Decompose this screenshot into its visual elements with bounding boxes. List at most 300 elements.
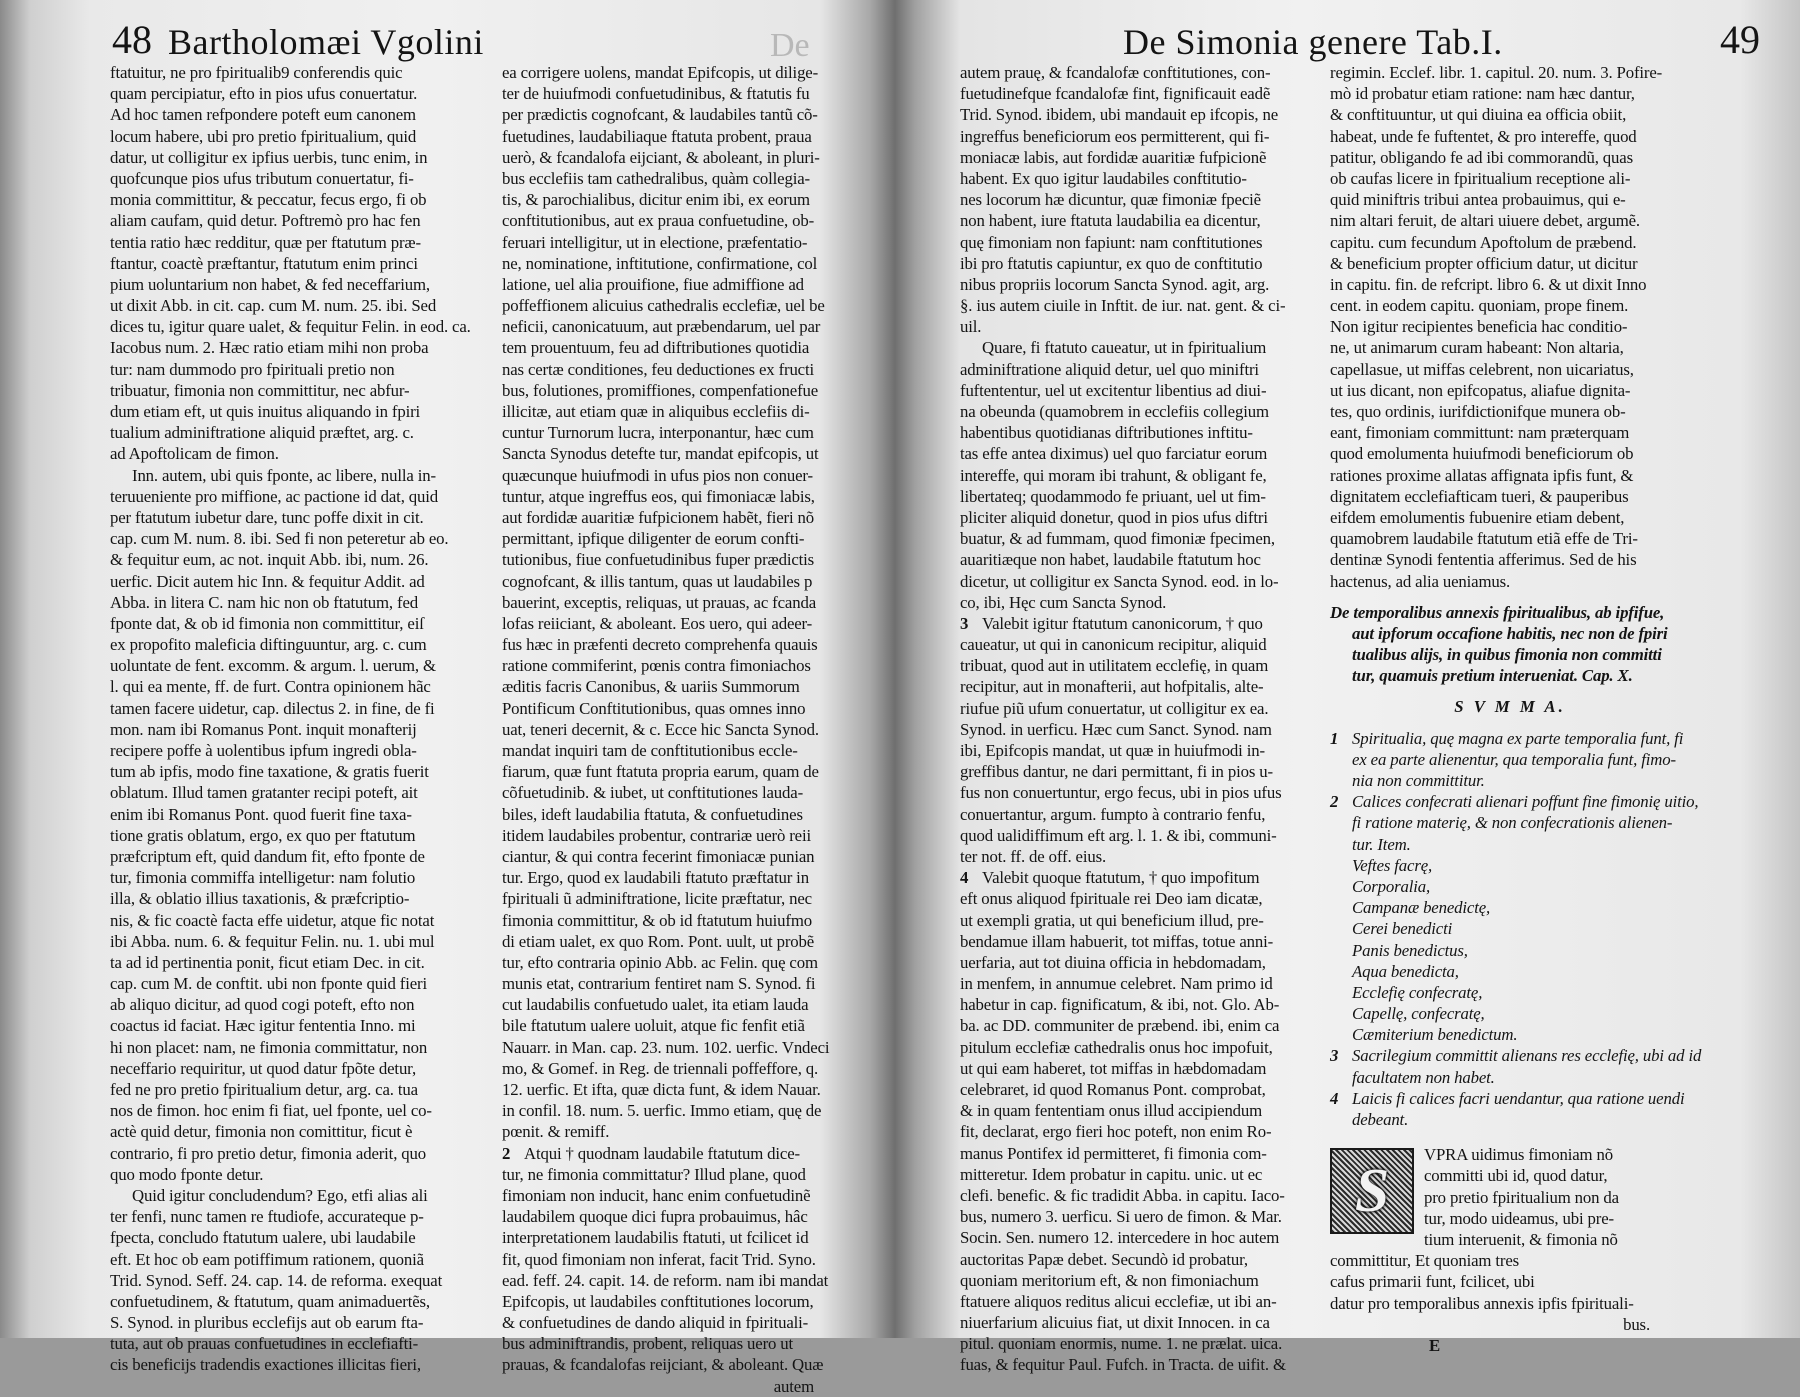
text-line (960, 337, 1315, 358)
line-text: quam percipiatur, efto in pios ufus conuertatur. (110, 84, 418, 104)
line-text: tualium adminiftratione aliquid præftet, arg. c. (110, 423, 414, 443)
left-page (0, 0, 895, 1396)
line-text: l. qui ea mente, ff. de furt. Contra opinionem hãc (110, 677, 431, 697)
text-line (110, 1206, 465, 1227)
text-line (110, 210, 465, 231)
line-text: illicitæ, aut etiam quæ in aliquibus ecclefiis di- (502, 402, 810, 421)
line-text: ratione commiferint, pœnis contra fimoniachos (502, 656, 811, 676)
text-line (960, 1227, 1315, 1248)
text-line (110, 1249, 465, 1270)
text-line (960, 295, 1315, 316)
line-text: Nauarr. in Man. cap. 23. num. 102. uerfic. Vndeci (502, 1037, 830, 1057)
text-line (1330, 401, 1690, 422)
text-line (1330, 422, 1690, 443)
decorated-initial (1330, 1148, 1414, 1234)
text-line (502, 1249, 854, 1270)
line-text: dentinæ Synodi fententia afferimus. Sed de his (1330, 550, 1637, 570)
line-text: auaritiæque non habet, laudabile ftatutum hoc (960, 550, 1261, 570)
line-text: Quid igitur concludendum? Ego, etfi alias ali (132, 1185, 428, 1205)
line-text: Sancta Synodus detefte tur, mandat epifcopis, ut (502, 444, 819, 464)
text-line (502, 528, 854, 549)
line-text: hi non placet: nam, ne fimonia committatur, non (110, 1037, 428, 1057)
line-text: ex ea parte alienentur, qua temporalia funt, fimo- (1352, 749, 1676, 769)
line-text: nim altari feruit, de altari uiuere debet, argumẽ. (1330, 211, 1640, 231)
line-text: bus adminiftrandis, probent, reliquas uero ut (502, 1334, 794, 1354)
line-text: fpirituali ũ adminiftratione, licite præftatur, nec (502, 889, 812, 909)
text-line (1330, 1088, 1690, 1109)
line-text: nos de fimon. hoc enim fi fiat, uel fponte, uel co- (110, 1101, 432, 1121)
text-line (110, 804, 465, 825)
text-line (960, 592, 1315, 613)
text-line (960, 210, 1315, 231)
line-text: in capitu. fin. de refcript. libro 6. & ut dixit Inno (1330, 274, 1647, 294)
text-line (502, 83, 854, 104)
line-text: ut qui eam haberet, tot miffas in hæbdomadam (960, 1058, 1267, 1078)
line-text: tribuatur, fimonia non committitur, nec abfur- (110, 380, 410, 400)
line-text: Valebit quoque ftatutum, † quo impofitum (982, 868, 1260, 888)
text-line (502, 380, 854, 401)
text-line (110, 592, 465, 613)
text-line (960, 846, 1315, 867)
line-text: confuetudinem, & ftatutum, quam animaduertẽs, (110, 1291, 430, 1311)
text-line (110, 613, 465, 634)
text-line (960, 422, 1315, 443)
line-text: ftatuitur, ne pro fpiritualib9 conferendis quic (110, 63, 403, 82)
text-line (960, 1312, 1315, 1333)
text-column-left (110, 62, 471, 1376)
line-text: ut exempli gratia, ut qui beneficium illud, pre- (960, 910, 1264, 930)
text-line (502, 253, 854, 274)
text-line (110, 295, 465, 316)
line-text: ab aliquo dicitur, ad quod cogi poteft, efto non (110, 995, 415, 1015)
line-text: quamobrem laudabile ftatutum etiã effe de Tri- (1330, 529, 1638, 549)
text-line (502, 274, 854, 295)
text-line (1330, 1250, 1690, 1271)
line-text: fuetudines, laudabiliaque ftatuta probent, praua (502, 126, 812, 146)
text-line (502, 189, 854, 210)
line-text: interpretationem laudabilis ftatuti, ut fcilicet id (502, 1228, 809, 1248)
line-text: Campanæ benedictę, (1352, 898, 1491, 918)
line-text: dicetur, ut colligitur ex Sancta Synod. eod. in lo- (960, 571, 1279, 591)
line-text: cuntur Turnorum lucra, interponantur, hæc cum (502, 423, 814, 443)
text-line (960, 825, 1315, 846)
line-text: nes locorum hæ dicuntur, quæ fimoniæ fpeciẽ (960, 190, 1261, 210)
line-text: & beneficium propter officium datur, ut dicitur (1330, 253, 1638, 273)
line-text: uerfic. Dicit autem hic Inn. & fequitur Addit. ad (110, 571, 425, 591)
line-text: bile ftatutum ualere uoluit, atque fic fenfit etiã (502, 1016, 805, 1036)
text-line (960, 761, 1315, 782)
line-text: ibi, Epifcopis mandat, ut quæ in huiufmodi in- (960, 741, 1265, 760)
text-line (502, 1058, 854, 1079)
line-text: neceffario requiritur, ut quod datur fpõte detur, (110, 1058, 416, 1078)
line-text: tur. Ergo, quod ex laudabili ftatuto præftatur in (502, 868, 809, 888)
text-line (960, 1037, 1315, 1058)
line-text: moniacæ labis, aut fordidæ auaritiæ fufpicionẽ (960, 147, 1267, 167)
text-line (110, 761, 465, 782)
text-line (502, 1037, 854, 1058)
text-line (110, 1333, 465, 1354)
line-text: capellasue, ut miffas celebrent, non uicariatus, (1330, 359, 1634, 379)
line-text: VPRA uidimus fimoniam nõ (1424, 1145, 1613, 1165)
text-line (960, 1058, 1315, 1079)
marginal-number: 3 (1330, 1046, 1339, 1066)
line-text: Valebit igitur ftatutum canonicorum, † quo (982, 613, 1263, 633)
line-text: fiarum, quæ funt ftatuta propria earum, quam de (502, 762, 819, 782)
line-text: oblatum. Illud tamen gratanter recipi poteft, ait (110, 783, 418, 803)
bleed-through-text: De (770, 27, 810, 64)
text-line (110, 825, 465, 846)
line-text: monia committitur, & peccatur, fecus ergo, fi ob (110, 190, 427, 210)
text-line (960, 549, 1315, 570)
text-line (960, 1079, 1315, 1100)
text-line (110, 1079, 465, 1100)
text-line (502, 1291, 854, 1312)
line-text: itidem laudabiles probentur, contrariæ uerò reii (502, 825, 812, 845)
line-text: præfcriptum eft, quid dandum fit, efto fponte de (110, 846, 425, 866)
line-text: committi ubi id, quod datur, (1424, 1166, 1608, 1186)
text-line (502, 443, 854, 464)
line-text: di etiam ualet, ex quo Rom. Pont. uult, ut probẽ (502, 931, 815, 951)
line-text: uerfaria, aut tot diuina officia in hebdomadam, (960, 952, 1266, 972)
line-text: bus, numero 3. uerficu. Si uero de fimon. & Mar. (960, 1207, 1282, 1227)
line-text: pitul. quoniam enormis, nume. 1. ne prælat. uica. (960, 1334, 1283, 1354)
text-line (502, 655, 854, 676)
line-text: caueatur, ut qui in canonicum recipitur, aliquid (960, 635, 1267, 655)
text-line (502, 973, 854, 994)
line-text: cent. in eodem capitu. quoniam, prope finem. (1330, 296, 1629, 316)
line-text: & in quam fententiam onus illud accipiendum (960, 1101, 1263, 1121)
text-line (960, 571, 1315, 592)
text-line (960, 465, 1315, 486)
text-line (960, 1185, 1315, 1206)
line-text: illa, & oblatio illius taxationis, & præfcriptio- (110, 889, 410, 909)
page-number: 49 (1720, 17, 1760, 62)
marginal-number: 4 (960, 868, 969, 888)
text-line (502, 337, 854, 358)
text-line (960, 274, 1315, 295)
text-line (502, 846, 854, 867)
text-line (1330, 897, 1690, 918)
text-line (960, 1270, 1315, 1291)
line-text: uerò, & fcandalofa eijciant, & aboleant, in pluri- (502, 147, 820, 167)
text-line (502, 465, 854, 486)
line-text: bendamue illam habuerit, tot miffas, totue anni- (960, 931, 1274, 951)
text-line (1330, 380, 1690, 401)
line-text: Panis benedictus, (1352, 940, 1468, 960)
text-line (502, 147, 854, 168)
text-line (1330, 602, 1690, 623)
line-text: tur, fimonia commiffa intelligetur: nam folutio (110, 868, 416, 888)
line-text: ea corrigere uolens, mandat Epifcopis, ut dilige- (502, 63, 819, 82)
line-text: fuftententur, uel ut excitentur libentius ad diui- (960, 380, 1267, 400)
text-line (110, 634, 465, 655)
text-line (502, 1143, 854, 1164)
line-text: Veftes facrę, (1352, 855, 1433, 875)
line-text: Aqua benedicta, (1352, 961, 1459, 981)
text-line (110, 337, 465, 358)
line-text: mitteretur. Idem probatur in capitu. unic. ut ec (960, 1164, 1263, 1184)
text-line (1330, 168, 1690, 189)
line-text: nas certæ conditiones, feu deductiones ex fructi (502, 359, 815, 379)
text-line (110, 1185, 465, 1206)
chapter-opening (1330, 1144, 1690, 1335)
line-text: greffibus dantur, ne dari permittant, fi in pios u- (960, 762, 1273, 782)
line-text: ut ius dicant, non epifcopatus, aliafue dignita- (1330, 380, 1631, 400)
line-text: bus. (1623, 1314, 1650, 1334)
text-line (960, 1206, 1315, 1227)
line-text: in confil. 18. num. 5. uerfic. Immo etiam, quę de (502, 1101, 822, 1121)
text-line (110, 401, 465, 422)
line-text: Trid. Synod. Seff. 24. cap. 14. de reforma. exequat (110, 1270, 443, 1290)
line-text: §. ius autem ciuile in Inftit. de iur. nat. gent. & ci- (960, 296, 1286, 316)
text-line (502, 782, 854, 803)
line-text: celebraret, id quod Romanus Pont. comprobat, (960, 1080, 1266, 1099)
text-line (960, 1291, 1315, 1312)
text-line (1330, 359, 1690, 380)
text-line (960, 380, 1315, 401)
text-line (110, 189, 465, 210)
line-text: nis, & fic coactè facta effe uidetur, atque fic notat (110, 910, 435, 930)
text-line (110, 507, 465, 528)
line-text: auctoritas Papæ debet. Secundò id probatur, (960, 1249, 1248, 1269)
text-line (960, 1143, 1315, 1164)
text-line (1330, 232, 1690, 253)
text-line (502, 1312, 854, 1333)
text-line (502, 549, 854, 570)
right-page (905, 0, 1800, 1375)
line-text: & fequitur eum, ac not. inquit Abb. ibi, num. 26. (110, 550, 429, 570)
text-line (110, 740, 465, 761)
line-text: tur: nam dummodo pro fpirituali pretio non (110, 359, 395, 379)
line-text: recipitur, aut in monafterii, aut hofpitalis, alte- (960, 677, 1264, 697)
line-text: tas effe antea diximus) uel quo farciatur eorum (960, 444, 1268, 464)
text-line (110, 549, 465, 570)
text-line (110, 232, 465, 253)
text-line (502, 62, 854, 83)
text-line (110, 1312, 465, 1333)
line-text: ter de huiufmodi confuetudinibus, & ftatutis fu (502, 84, 810, 104)
line-text: ex propofito maleficia diftinguuntur, arg. c. cum (110, 635, 427, 655)
text-line (110, 1354, 465, 1375)
text-line (110, 359, 465, 380)
text-line (110, 1164, 465, 1185)
line-text: fuas, & fequitur Paul. Fufch. in Tracta. de uifit. & (960, 1355, 1286, 1375)
line-text: tur, efto contraria opinio Abb. ac Felin. quę com (502, 952, 818, 972)
line-text: ingreffus beneficiorum eos permitterent, qui fi- (960, 126, 1270, 146)
text-line (1330, 507, 1690, 528)
text-line (502, 613, 854, 634)
text-line (960, 528, 1315, 549)
text-line (1330, 62, 1690, 83)
line-text: datur, ut colligitur ex ipfius uerbis, tunc enim, in (110, 147, 428, 167)
text-line (110, 867, 465, 888)
text-line (1330, 728, 1690, 749)
text-line (960, 931, 1315, 952)
line-text: ter fenfi, nunc tamen re ftudiofe, accurateque p- (110, 1207, 424, 1227)
line-text: Cæmiterium benedictum. (1352, 1025, 1518, 1045)
line-text: tutionibus, fiue confuetudinibus fuper prædictis (502, 550, 815, 570)
line-text: neficii, canonicatuum, aut præbendarum, uel par (502, 317, 821, 337)
line-text: fus hæc in præfenti decreto comprehenfa quauis (502, 635, 818, 655)
text-line (960, 952, 1315, 973)
line-text: Iacobus num. 2. Hæc ratio etiam mihi non proba (110, 338, 429, 358)
line-text: ad Apoftolicam de fimon. (110, 444, 279, 464)
text-line (110, 104, 465, 125)
text-line (110, 846, 465, 867)
line-text: aut fordidæ auaritiæ fufpicionem habẽt, fieri nõ (502, 507, 815, 527)
text-line (502, 1100, 854, 1121)
line-text: uil. (960, 317, 982, 337)
line-text: Corporalia, (1352, 876, 1431, 896)
line-text: Socin. Sen. numero 12. intercedere in hoc autem (960, 1228, 1280, 1248)
line-text: non habent, iure ftatuta laudabilia ea dicentur, (960, 211, 1261, 231)
text-line (502, 104, 854, 125)
line-text: pitulum ecclefiæ cathedralis onus hoc impofuit, (960, 1037, 1273, 1057)
line-text: pro pretio fpiritualium non da (1424, 1187, 1619, 1207)
line-text: habetur in cap. fignificatum, & ibi, not. Glo. Ab- (960, 995, 1280, 1015)
line-text: enim ibi Romanus Pont. quod fuerit fine taxa- (110, 804, 412, 824)
text-line (1330, 644, 1690, 665)
text-line (110, 443, 465, 464)
text-line (960, 83, 1315, 104)
line-text: actè quid detur, fimonia non comittitur, ficut è (110, 1122, 413, 1142)
line-text: cõfuetudinib. & iubet, ut conftitutiones lauda- (502, 783, 804, 803)
text-line (502, 867, 854, 888)
page-number: 48 (112, 17, 152, 62)
line-text: Trid. Synod. ibidem, ubi mandauit ep ifcopis, ne (960, 105, 1278, 125)
line-text: Non igitur recipientes beneficia hac conditio- (1330, 317, 1628, 337)
text-line (110, 1143, 465, 1164)
text-line (110, 931, 465, 952)
text-line (502, 1206, 854, 1227)
text-line (110, 465, 465, 486)
text-line (1330, 665, 1690, 686)
text-line (960, 634, 1315, 655)
line-text: Spiritualia, quę magna ex parte temporalia funt, fi (1352, 728, 1684, 748)
text-line (960, 740, 1315, 761)
text-line (1330, 486, 1690, 507)
text-line (110, 994, 465, 1015)
text-line (960, 1015, 1315, 1036)
text-line (1330, 104, 1690, 125)
text-line (502, 634, 854, 655)
text-line (960, 910, 1315, 931)
text-line (1330, 791, 1699, 812)
text-line (1330, 83, 1690, 104)
line-text: bauerint, exceptis, reliquas, ut prauas, ac fcanda (502, 592, 816, 612)
text-line (110, 1100, 465, 1121)
line-text: intereffe, qui moram ibi trahunt, & obligant fe, (960, 465, 1267, 485)
line-text: Synod. in uerficu. Hæc cum Sanct. Synod. nam (960, 719, 1272, 739)
line-text: cap. cum M. num. 8. ibi. Sed fi non peteretur ab eo. (110, 529, 449, 549)
line-text: contrario, fi pro pretio detur, fimonia aderit, quo (110, 1143, 427, 1163)
line-text: Cerei benedicti (1352, 919, 1453, 939)
text-line (502, 1164, 854, 1185)
text-line (502, 507, 854, 528)
text-line (502, 1079, 854, 1100)
text-column-right (1330, 62, 1702, 1356)
line-text: co, ibi, Hęc cum Sancta Synod. (960, 592, 1167, 612)
line-text: regimin. Ecclef. libr. 1. capitul. 20. num. 3. Pofire- (1330, 63, 1663, 82)
text-line (502, 1227, 854, 1248)
line-text: quo modo fponte detur. (110, 1164, 264, 1184)
text-line (960, 973, 1315, 994)
text-line (110, 698, 465, 719)
text-line (110, 486, 465, 507)
text-line (502, 359, 854, 380)
line-text: bus ecclefiis tam cathedralibus, quàm collegia- (502, 168, 810, 188)
line-text: fpecta, concludo ftatutum ualere, ubi laudabile (110, 1228, 416, 1248)
line-text: nibus propriis locorum Sancta Synod. agit, arg. (960, 274, 1270, 294)
text-line (960, 232, 1315, 253)
line-text: ciantur, & qui contra fecerint fimoniacæ punian (502, 846, 815, 866)
line-text: facultatem non habet. (1352, 1067, 1495, 1087)
text-line (1330, 571, 1690, 592)
line-text: munis etat, contrarium fentiret nam S. Synod. fi (502, 974, 816, 994)
line-text: niuerfarium alicuius fiat, ut dixit Innocen. in ca (960, 1313, 1270, 1333)
line-text: habeat, unde fe fuftentet, & pro intereffe, quod (1330, 126, 1637, 146)
line-text: tium interuenit, & fimonia nõ (1424, 1229, 1618, 1249)
decorated-initial-letter: S (1354, 1157, 1390, 1226)
line-text: eft. Et hoc ob eam potiffimum rationem, quoniã (110, 1249, 424, 1269)
text-line (502, 295, 854, 316)
text-line (502, 1015, 854, 1036)
line-text: & conftituuntur, ut qui diuina ea officia obiit, (1330, 105, 1627, 125)
text-line (502, 232, 854, 253)
text-line (110, 253, 465, 274)
text-line (960, 147, 1315, 168)
line-text: Pontificum Conftitutionibus, quas omnes inno (502, 698, 806, 718)
line-text: fponte dat, & ob id fimonia non committitur, eiſ (110, 613, 424, 633)
text-line (960, 676, 1315, 697)
line-text: Inn. autem, ubi quis fponte, ac libere, nulla in- (132, 465, 436, 485)
text-line (1330, 1271, 1690, 1292)
text-line (502, 168, 854, 189)
text-line (110, 655, 465, 676)
line-text: quod emolumenta huiufmodi beneficiorum ob (1330, 444, 1634, 464)
line-text: debeant. (1352, 1110, 1409, 1129)
text-line (960, 443, 1315, 464)
text-line (960, 867, 1315, 888)
text-line (1330, 1314, 1690, 1335)
line-text: Abba. in litera C. nam hic non ob ftatutum, fed (110, 592, 418, 612)
text-line (1330, 210, 1690, 231)
text-line (110, 126, 465, 147)
line-text: Sacrilegium committit alienans res ecclefię, ubi ad id (1352, 1046, 1702, 1066)
text-line (960, 126, 1315, 147)
text-line (1330, 316, 1690, 337)
line-text: laudabilem quoque dici fupra probauimus, hâc (502, 1207, 808, 1227)
line-text: mandat inquiri tam de conftitutionibus eccle- (502, 741, 798, 760)
text-line (960, 888, 1315, 909)
line-text: fit, declarat, ergo fieri hoc poteft, non enim Ro- (960, 1122, 1272, 1142)
text-line (1330, 834, 1690, 855)
text-line (960, 104, 1315, 125)
text-line (1330, 1045, 1702, 1066)
line-text: fit, quod fimoniam non inferat, facit Trid. Syno. (502, 1249, 816, 1269)
line-text: lofas reiiciant, & aboleant. Eos uero, qui adeer- (502, 613, 813, 633)
text-line (110, 1015, 465, 1036)
line-text: ta ad id pertinentia ponit, ficut etiam Dec. in cit. (110, 952, 425, 972)
line-text: libertateq; quodammodo fe priuant, uel ut fim- (960, 486, 1266, 506)
line-text: pliciter aliquid donetur, quod in pios ufus diftri (960, 507, 1268, 527)
line-text: tribuat, quod aut in utilitatem ecclefię, in quam (960, 656, 1269, 676)
text-line (502, 888, 854, 909)
line-text: bus, folutiones, promiffiones, compenfationefue (502, 380, 819, 400)
summary-column (1330, 62, 1702, 1130)
line-text: Atqui † quodnam laudabile ftatutum dice- (524, 1143, 800, 1163)
line-text: De temporalibus annexis fpiritualibus, ab ipfifue, (1330, 602, 1665, 622)
